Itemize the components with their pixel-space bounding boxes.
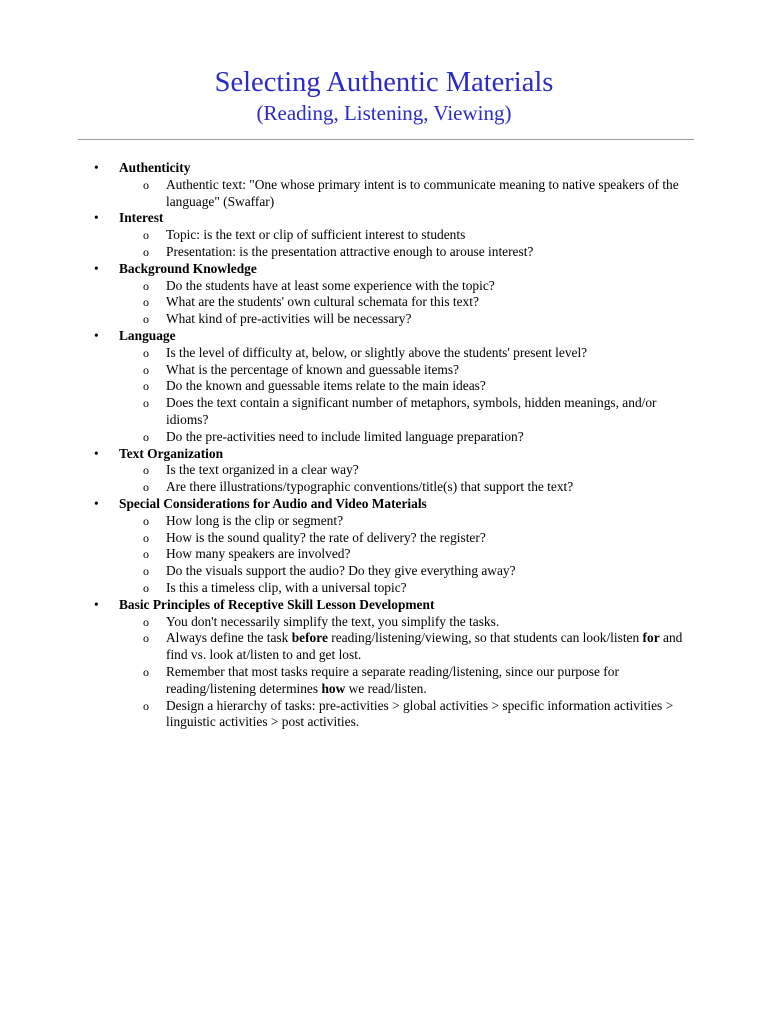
list-item (0, 177, 768, 211)
section-heading: Basic Principles of Receptive Skill Lesson Development (119, 596, 435, 612)
section-heading: Background Knowledge (119, 260, 257, 276)
list-item (0, 395, 768, 429)
outline (0, 160, 768, 731)
section-heading: Special Considerations for Audio and Video Materials (119, 495, 427, 511)
section-interest (0, 210, 768, 260)
sub-bullet-icon: o (143, 530, 149, 545)
sub-bullet-icon: o (143, 580, 149, 595)
list-item-text: Always define the task before reading/listening/viewing, so that students can look/listen for and find vs. look at/listen to and get lost. (166, 630, 683, 663)
sub-bullet-icon: o (143, 463, 149, 478)
list-item (0, 462, 768, 479)
list-item-text: Is this a timeless clip, with a universal topic? (166, 579, 407, 595)
list-item (0, 378, 768, 395)
list-item-text: Remember that most tasks require a separate reading/listening, since our purpose for reading/listening determines how we read/listen. (166, 663, 619, 696)
list-item-text: What is the percentage of known and guessable items? (166, 361, 460, 377)
list-item-text: Is the level of difficulty at, below, or slightly above the students' present level? (166, 344, 588, 360)
list-item (0, 278, 768, 295)
list-item-text: Design a hierarchy of tasks: pre-activities > global activities > specific information activities > linguistic activities > post activities. (166, 697, 674, 730)
bullet-icon: • (94, 596, 99, 612)
section-heading: Interest (119, 210, 164, 226)
bullet-icon: • (94, 327, 99, 343)
list-item-text: Is the text organized in a clear way? (166, 462, 359, 478)
sub-bullet-icon: o (143, 362, 149, 377)
sub-bullet-icon: o (143, 547, 149, 562)
document-header (0, 66, 768, 126)
list-item (0, 513, 768, 530)
list-item-text: Do the students have at least some experience with the topic? (166, 277, 495, 293)
bullet-icon: • (94, 495, 99, 511)
list-item (0, 630, 768, 664)
sub-bullet-icon: o (143, 278, 149, 293)
bullet-icon: • (94, 210, 99, 226)
sub-bullet-icon: o (143, 379, 149, 394)
sub-bullet-icon: o (143, 614, 149, 629)
section-authenticity (0, 160, 768, 210)
bullet-icon: • (94, 160, 99, 175)
section-text-organization (0, 446, 768, 496)
sub-bullet-icon: o (143, 564, 149, 579)
document-subtitle: (Reading, Listening, Viewing) (256, 101, 512, 125)
section-basic-principles (0, 597, 768, 731)
list-item (0, 530, 768, 547)
list-item (0, 345, 768, 362)
list-item-text: Are there illustrations/typographic conventions/title(s) that support the text? (166, 479, 574, 495)
emphasis-before: before (291, 630, 328, 646)
list-item (0, 294, 768, 311)
list-item (0, 429, 768, 446)
section-background-knowledge (0, 261, 768, 328)
list-item (0, 698, 768, 732)
list-item-text: Presentation: is the presentation attractive enough to arouse interest? (166, 243, 534, 259)
sub-bullet-icon: o (143, 295, 149, 310)
list-item (0, 311, 768, 328)
list-item-text: What kind of pre-activities will be necessary? (166, 311, 412, 327)
list-item (0, 479, 768, 496)
sub-bullet-icon: o (143, 312, 149, 327)
list-item-text: How many speakers are involved? (166, 546, 351, 562)
sub-bullet-icon: o (143, 396, 149, 411)
list-item-text: What are the students' own cultural schemata for this text? (166, 294, 479, 310)
list-item-text: You don't necessarily simplify the text, you simplify the tasks. (166, 613, 500, 629)
section-heading: Authenticity (119, 160, 191, 175)
emphasis-for: for (642, 630, 660, 646)
list-item-text: Do the visuals support the audio? Do they give everything away? (166, 563, 516, 579)
sub-bullet-icon: o (143, 345, 149, 360)
sub-bullet-icon: o (143, 177, 149, 192)
section-heading: Text Organization (119, 445, 224, 461)
section-heading: Language (119, 327, 176, 343)
bullet-icon: • (94, 260, 99, 276)
list-item-text: Do the pre-activities need to include limited language preparation? (166, 428, 524, 444)
sub-bullet-icon: o (143, 429, 149, 444)
bullet-icon: • (94, 445, 99, 461)
list-item (0, 546, 768, 563)
list-item (0, 244, 768, 261)
list-item-text: Authentic text: "One whose primary intent is to communicate meaning to native speakers of the language" (Swaffar) (166, 176, 679, 209)
sub-bullet-icon: o (143, 698, 149, 713)
list-item (0, 563, 768, 580)
document-title: Selecting Authentic Materials (214, 67, 554, 98)
list-item (0, 580, 768, 597)
list-item-text: Do the known and guessable items relate to the main ideas? (166, 378, 486, 394)
sub-bullet-icon: o (143, 664, 149, 679)
list-item (0, 614, 768, 631)
emphasis-how: how (321, 680, 346, 696)
list-item (0, 227, 768, 244)
sub-bullet-icon: o (143, 513, 149, 528)
list-item-text: Topic: is the text or clip of sufficient interest to students (166, 227, 466, 243)
list-item-text: How long is the clip or segment? (166, 512, 344, 528)
sub-bullet-icon: o (143, 631, 149, 646)
list-item (0, 362, 768, 379)
section-language (0, 328, 768, 446)
list-item-text: How is the sound quality? the rate of delivery? the register? (166, 529, 486, 545)
sub-bullet-icon: o (143, 228, 149, 243)
section-special-considerations (0, 496, 768, 597)
list-item (0, 664, 768, 698)
title-divider (78, 139, 694, 140)
list-item-text: Does the text contain a significant number of metaphors, symbols, hidden meanings, and/or idioms? (166, 395, 657, 427)
sub-bullet-icon: o (143, 244, 149, 259)
sub-bullet-icon: o (143, 480, 149, 495)
